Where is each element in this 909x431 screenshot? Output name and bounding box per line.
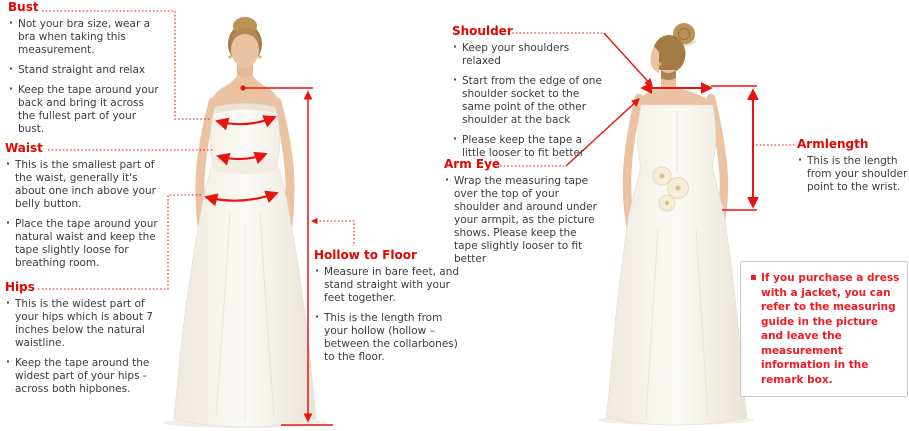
bullet-item: · Start from the edge of one shoulder socket to the same point of the other shoulder at the back xyxy=(452,75,607,127)
section-bust xyxy=(8,0,160,143)
bullet-item: · Not your bra size, wear a bra when taking this measurement. xyxy=(8,18,160,57)
section-waist xyxy=(5,141,161,277)
section-shoulder-title: Shoulder xyxy=(452,24,513,38)
bullet-item: · Measure in bare feet, and stand straight with your feet together. xyxy=(314,266,466,305)
section-armlength xyxy=(797,137,909,201)
bullet-item: · This is the smallest part of the waist, generally it's about one inch above your belly button. xyxy=(5,159,161,211)
jacket-note-box xyxy=(740,261,908,397)
section-hips xyxy=(5,280,164,403)
section-bust-title: Bust xyxy=(8,0,39,14)
bullet-item: · Keep the tape around the widest part of your hips - across both hipbones. xyxy=(5,357,164,396)
section-arm-eye-title: Arm Eye xyxy=(444,157,501,171)
bullet-item: · Wrap the measuring tape over the top of your shoulder and around under your armpit, as the picture shows. Please keep the tape slightly looser to fit better xyxy=(444,175,601,266)
bullet-item: · This is the length from your shoulder point to the wrist. xyxy=(797,155,909,194)
jacket-note-text: ▪ If you purchase a dress with a jacket, you can refer to the measuring guide in the picture and leave the measurement information in the remark box. xyxy=(750,271,902,387)
section-hollow-to-floor-title: Hollow to Floor xyxy=(314,248,417,262)
section-armlength-title: Armlength xyxy=(797,137,869,151)
section-waist-title: Waist xyxy=(5,141,43,155)
bullet-item: · Stand straight and relax xyxy=(8,64,160,77)
bullet-item: · This is the length from your hollow (hollow – between the collarbones) to the floor. xyxy=(314,312,466,364)
section-shoulder xyxy=(452,24,607,167)
bullet-item: · Place the tape around your natural waist and keep the tape slightly loose for breathing room. xyxy=(5,218,161,270)
section-hips-title: Hips xyxy=(5,280,35,294)
bullet-item: · Keep your shoulders relaxed xyxy=(452,42,607,68)
bullet-item: · Keep the tape around your back and bring it across the fullest part of your bust. xyxy=(8,84,160,136)
section-arm-eye xyxy=(444,157,601,273)
bullet-item: · Please keep the tape a little looser to fit better xyxy=(452,134,607,160)
bullet-item: · This is the widest part of your hips which is about 7 inches below the natural waistline. xyxy=(5,298,164,350)
